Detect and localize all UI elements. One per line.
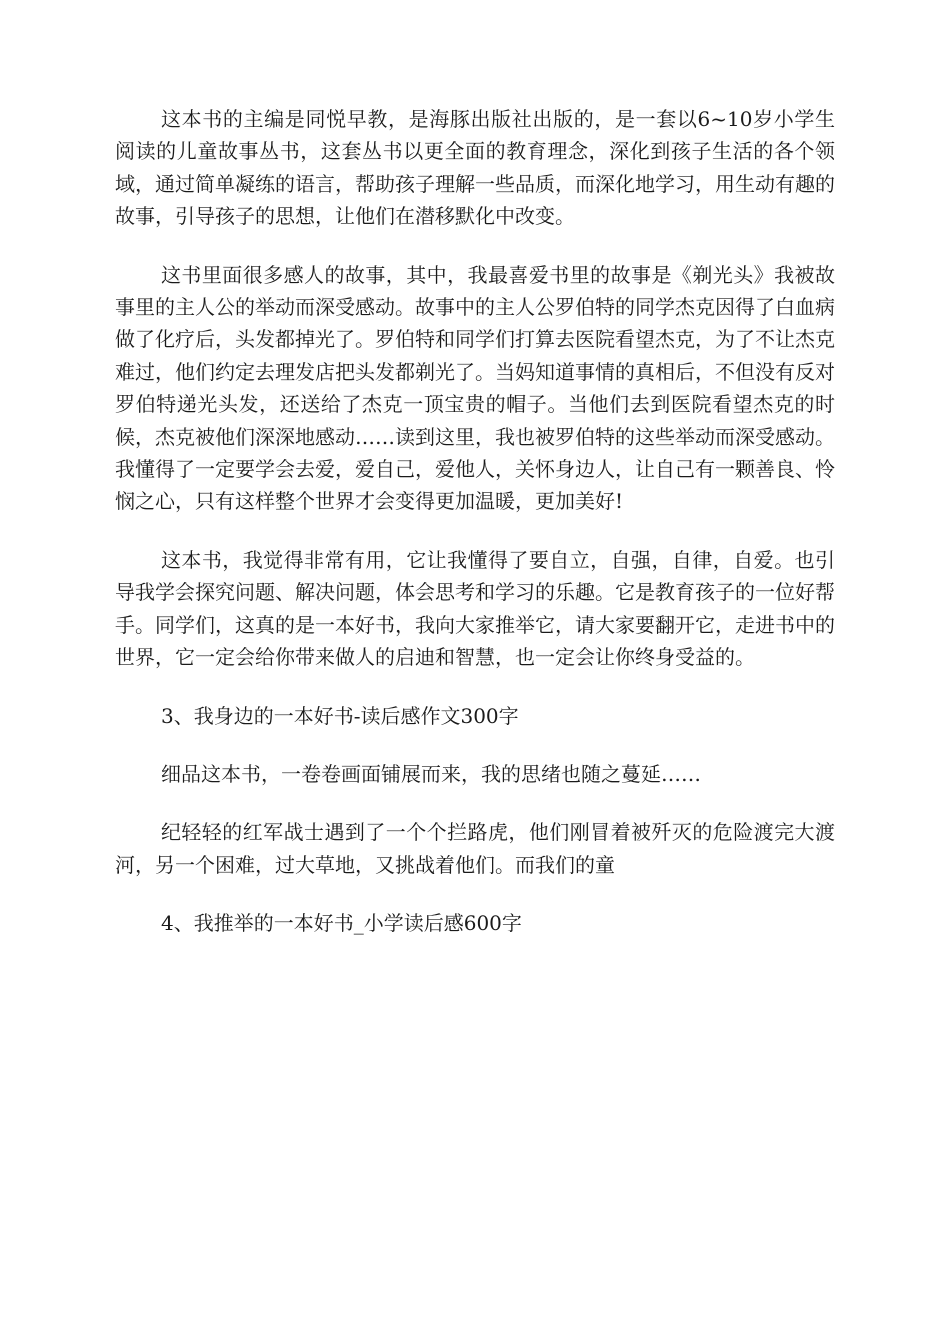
paragraph-savor-book: 细品这本书，一卷卷画面铺展而来，我的思绪也随之蔓延…… xyxy=(161,761,701,786)
section-heading-4: 4、我推举的一本好书_小学读后感600字 xyxy=(161,911,522,936)
paragraph-book-intro: 这本书的主编是同悦早教，是海豚出版社出版的，是一套以6~10岁小学生阅读的儿童故事丛书，这套丛书以更全面的教育理念，深化到孩子生活的各个领域，通过简单凝练的语言，帮助孩子理解一些品质，而深化地学习，用生动有趣的故事，引导孩子的思想，让他们在潜移默化中改变。 xyxy=(115,107,835,229)
paragraph-red-army: 纪轻轻的红军战士遇到了一个个拦路虎，他们刚冒着被歼灭的危险渡完大渡河，另一个困难，过大草地，又挑战着他们。而我们的童 xyxy=(115,820,835,877)
section-heading-3: 3、我身边的一本好书-读后感作文300字 xyxy=(161,703,519,728)
document-page xyxy=(115,103,835,966)
paragraph-book-value: 这本书，我觉得非常有用，它让我懂得了要自立，自强，自律，自爱。也引导我学会探究问题、解决问题，体会思考和学习的乐趣。它是教育孩子的一位好帮手。同学们，这真的是一本好书，我向大家推举它，请大家要翻开它，走进书中的世界，它一定会给你带来做人的启迪和智慧，也一定会让你终身受益的。 xyxy=(115,547,835,670)
paragraph-story-shaved-head: 这书里面很多感人的故事，其中，我最喜爱书里的故事是《剃光头》我被故事里的主人公的举动而深受感动。故事中的主人公罗伯特的同学杰克因得了白血病做了化疗后，头发都掉光了。罗伯特和同学们打算去医院看望杰克，为了不让杰克难过，他们约定去理发店把头发都剃光了。当妈知道事情的真相后，不但没有反对罗伯特递光头发，还送给了杰克一顶宝贵的帽子。当他们去到医院看望杰克的时候，杰克被他们深深地感动……读到这里，我也被罗伯特的这些举动而深受感动。我懂得了一定要学会去爱，爱自己，爱他人，关怀身边人，让自己有一颗善良、怜悯之心，只有这样整个世界才会变得更加温暖，更加美好! xyxy=(115,262,835,514)
